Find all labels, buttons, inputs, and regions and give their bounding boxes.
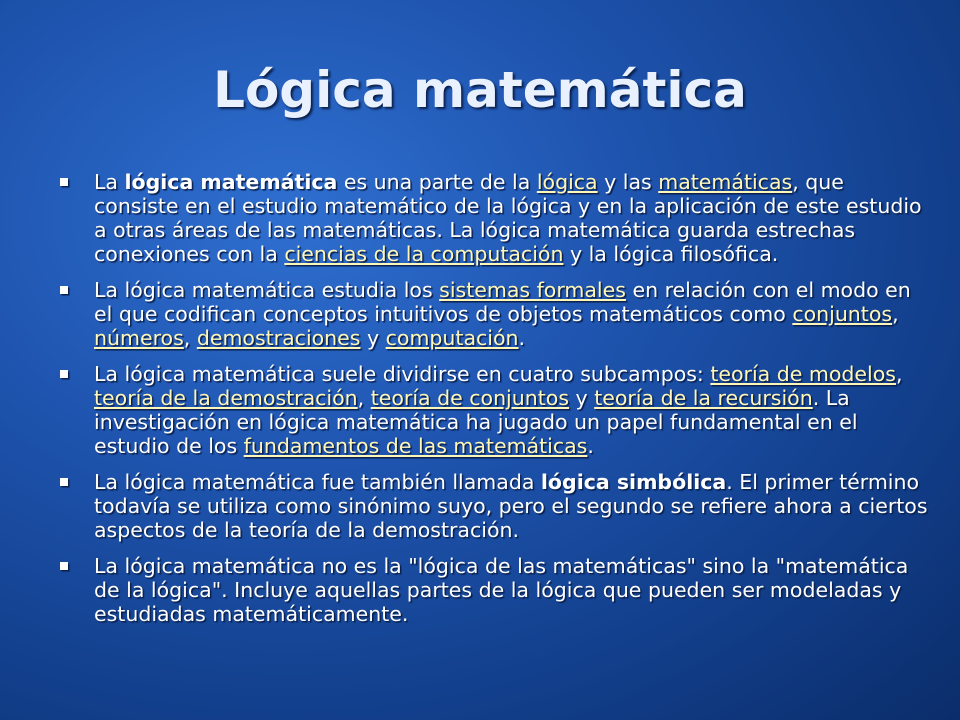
bullet-item-subcampos (60, 362, 930, 458)
bullet-text: La lógica matemática suele dividirse en cuatro subcampos: (94, 362, 711, 386)
bullet-text: , (183, 326, 197, 350)
link-conjuntos[interactable]: conjuntos (792, 302, 893, 326)
bold-term-logica-matematica: lógica matemática (124, 170, 338, 194)
bullet-text: , que consiste en el estudio matemático de la lógica y en la aplicación de este estudio a otras áreas de las matemáticas. La lógica matemática guarda estrechas conexiones con la (94, 170, 922, 266)
link-fundamentos-de-las-matematicas[interactable]: fundamentos de las matemáticas (243, 434, 588, 458)
bold-term-logica-simbolica: lógica simbólica (540, 470, 727, 494)
bullet-text: La (94, 170, 125, 194)
bullet-text: , (895, 362, 903, 386)
link-teoria-de-conjuntos[interactable]: teoría de conjuntos (370, 386, 570, 410)
link-ciencias-de-la-computacion[interactable]: ciencias de la computación (284, 242, 564, 266)
link-demostraciones[interactable]: demostraciones (196, 326, 361, 350)
bullet-text: y (360, 326, 386, 350)
square-bullet-icon (60, 478, 68, 486)
link-teoria-de-la-demostracion[interactable]: teoría de la demostración (94, 386, 358, 410)
bullet-item-matematica-de-la-logica (60, 554, 930, 626)
bullet-text: . (518, 326, 526, 350)
bullet-text: La lógica matemática fue también llamada (94, 470, 541, 494)
link-numeros[interactable]: números (94, 326, 184, 350)
square-bullet-icon (60, 286, 68, 294)
square-bullet-icon (60, 370, 68, 378)
bullet-text: La lógica matemática no es la "lógica de las matemáticas" sino la "matemática de la lógica". Incluye aquellas partes de la lógica que pueden ser modeladas y estudiadas matemáticamente. (94, 554, 909, 626)
bullet-text: , (892, 302, 899, 326)
bullet-text: La lógica matemática estudia los (94, 278, 440, 302)
bullet-text: y (569, 386, 595, 410)
bullet-text: . El primer término todavía se utiliza como sinónimo suyo, pero el segundo se refiere ahora a ciertos aspectos de la teoría de la demostración. (94, 470, 928, 542)
bullet-text: y las (597, 170, 659, 194)
link-logica[interactable]: lógica (536, 170, 598, 194)
link-computacion[interactable]: computación (385, 326, 519, 350)
square-bullet-icon (60, 178, 68, 186)
bullet-item-logica-simbolica (60, 470, 930, 542)
bullet-text: . La investigación en lógica matemática ha jugado un papel fundamental en el estudio de los (94, 386, 858, 458)
bullet-list (60, 170, 930, 638)
bullet-item-sistemas-formales (60, 278, 930, 350)
bullet-text: . (587, 434, 594, 458)
bullet-text: en relación con el modo en el que codifican conceptos intuitivos de objetos matemáticos como (94, 278, 911, 326)
bullet-text: , (357, 386, 371, 410)
square-bullet-icon (60, 562, 68, 570)
link-teoria-de-modelos[interactable]: teoría de modelos (710, 362, 896, 386)
bullet-text: es una parte de la (337, 170, 537, 194)
link-matematicas[interactable]: matemáticas (658, 170, 793, 194)
bullet-text: y la lógica filosófica. (563, 242, 779, 266)
bullet-item-logica-definition (60, 170, 930, 266)
link-sistemas-formales[interactable]: sistemas formales (439, 278, 626, 302)
link-teoria-de-la-recursion[interactable]: teoría de la recursión (594, 386, 813, 410)
slide-title: Lógica matemática (213, 61, 747, 119)
